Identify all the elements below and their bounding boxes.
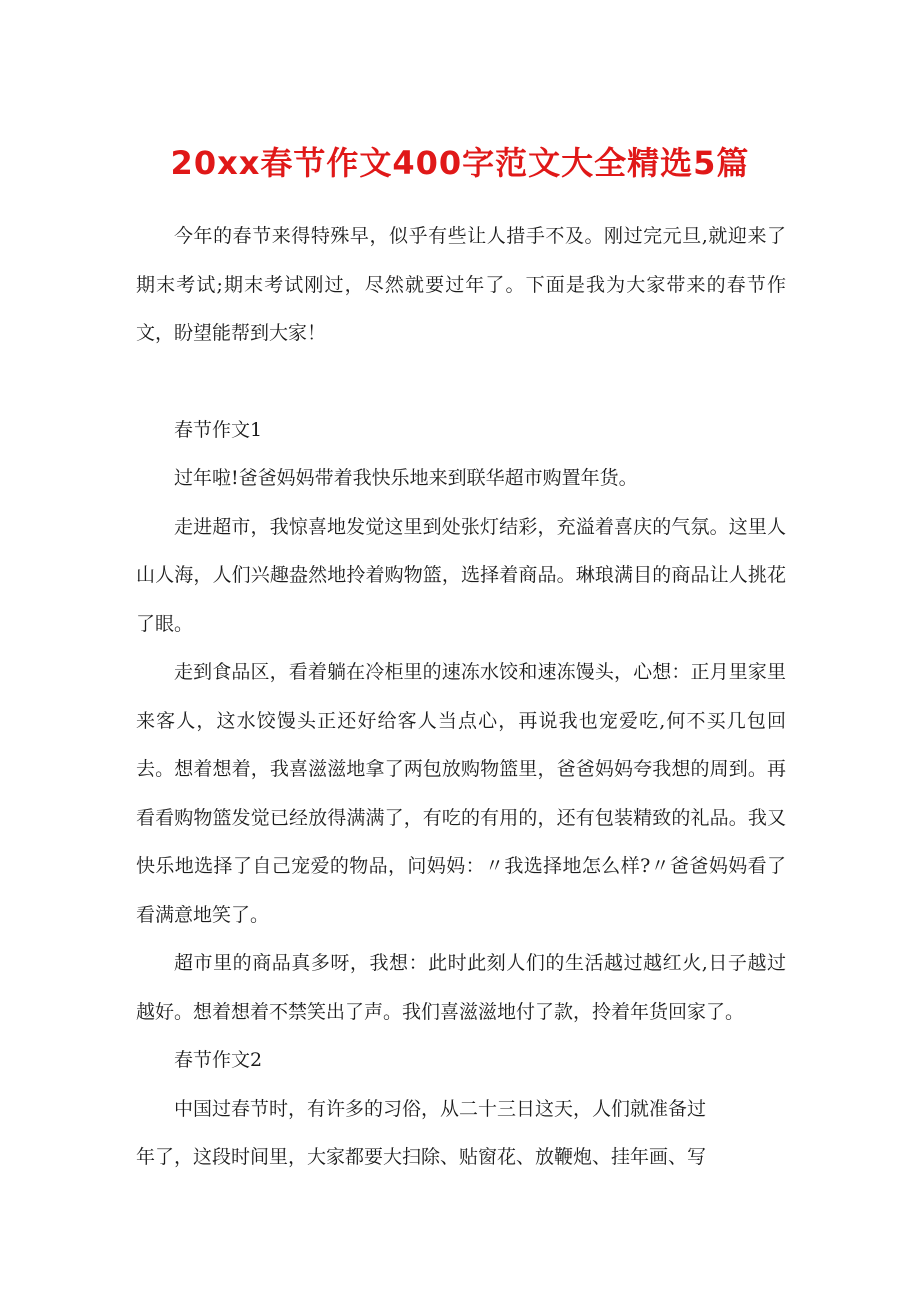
essay2-heading: 春节作文2 — [174, 1049, 263, 1071]
essay1-heading: 春节作文1 — [174, 418, 263, 441]
essay1-paragraph: 过年啦!爸爸妈妈带着我快乐地来到联华超市购置年货。 — [174, 467, 638, 489]
document-title: 20xx春节作文400字范文大全精选5篇 — [170, 144, 750, 182]
essay1-paragraph: 超市里的商品真多呀，我想：此时此刻人们的生活越过越红火,日子越过越好。想着想着不禁笑出了声。我们喜滋滋地付了款，拎着年货回家了。 — [136, 952, 786, 1023]
intro-paragraph: 今年的春节来得特殊早，似乎有些让人措手不及。刚过完元旦,就迎来了期末考试;期末考试刚过，尽然就要过年了。下面是我为大家带来的春节作文，盼望能帮到大家！ — [136, 225, 786, 344]
document-body — [136, 212, 786, 1182]
essay2-paragraph: 年了，这段时间里，大家都要大扫除、贴窗花、放鞭炮、挂年画、写 — [136, 1146, 707, 1168]
essay1-paragraph: 走进超市，我惊喜地发觉这里到处张灯结彩，充溢着喜庆的气氛。这里人山人海，人们兴趣盎然地拎着购物篮，选择着商品。琳琅满目的商品让人挑花了眼。 — [136, 515, 786, 635]
essay1-paragraph: 走到食品区，看着躺在冷柜里的速冻水饺和速冻馒头，心想：正月里家里来客人，这水饺馒头正还好给客人当点心，再说我也宠爱吃,何不买几包回去。想着想着，我喜滋滋地拿了两包放购物篮里，爸爸妈妈夸我想的周到。再看看购物篮发觉已经放得满满了，有吃的有用的，还有包装精致的礼品。我又快乐地选择了自己宠爱的物品，问妈妈：〃我选择地怎么样?〃爸爸妈妈看了看满意地笑了。 — [136, 661, 786, 926]
essay2-paragraph: 中国过春节时，有许多的习俗，从二十三日这天，人们就准备过 — [174, 1097, 707, 1120]
section-spacer — [136, 358, 786, 406]
